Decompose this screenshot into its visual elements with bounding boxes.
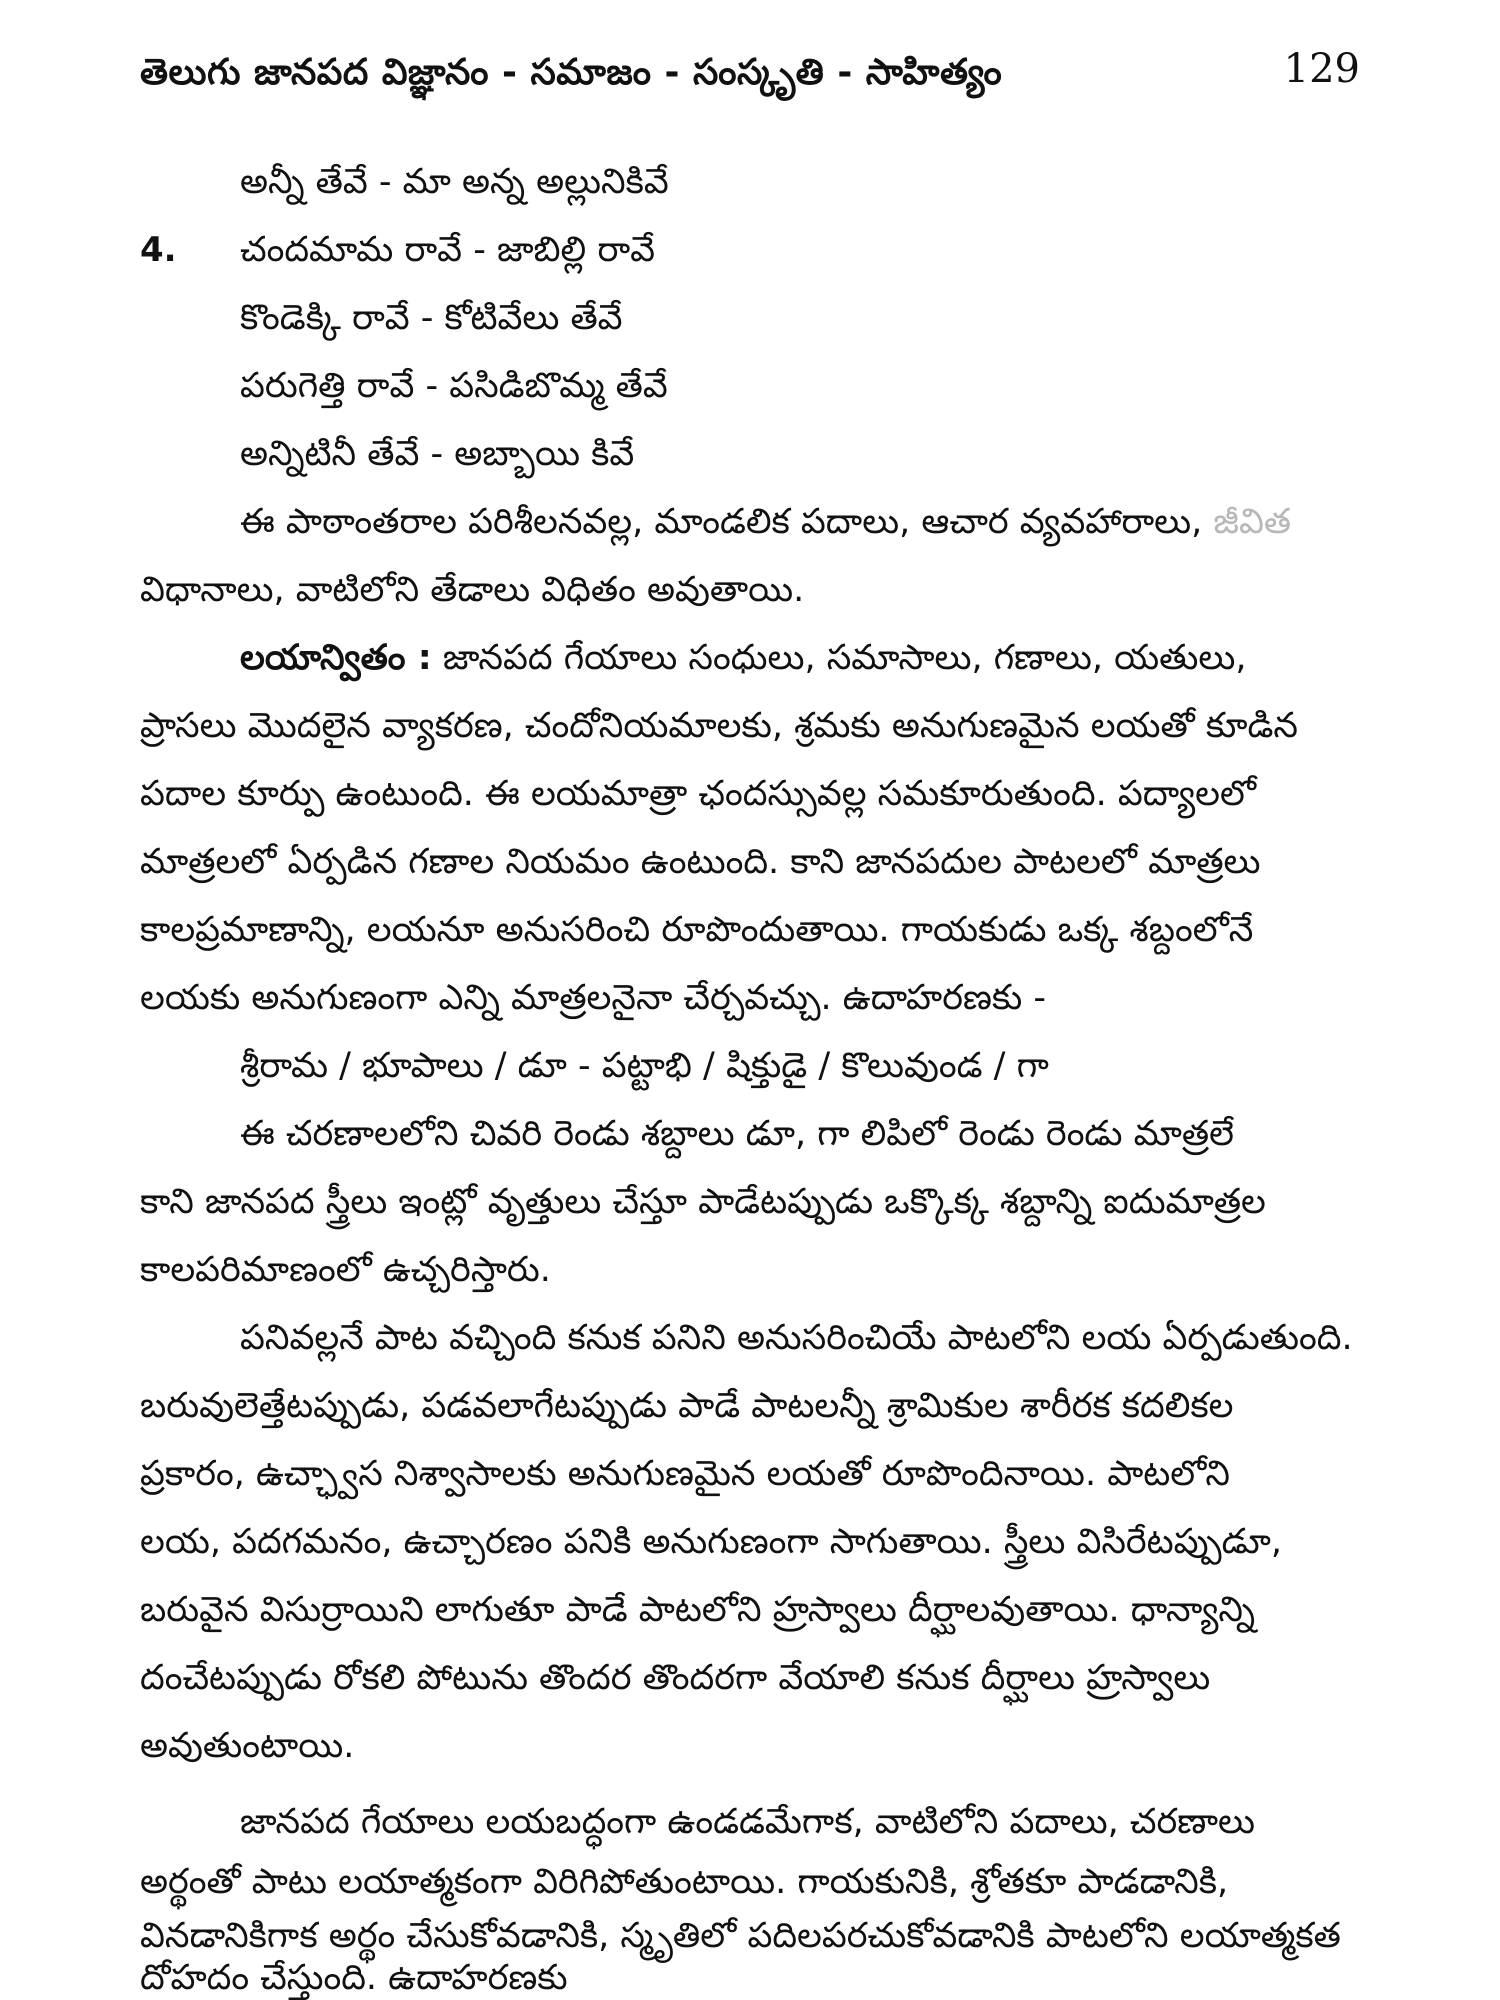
- verse-number: 4.: [140, 230, 177, 270]
- running-header: [140, 42, 1360, 112]
- paragraph-line: దోహదం చేస్తుంది. ఉదాహరణకు: [140, 1958, 568, 1998]
- paragraph-line: లయకు అనుగుణంగా ఎన్ని మాత్రలనైనా చేర్చవచ్చు. ఉదాహరణకు -: [140, 978, 1047, 1018]
- paragraph-text: ఈ పాఠాంతరాల పరిశీలనవల్ల, మాండలిక పదాలు, ఆచార వ్యవహారాలు,: [240, 502, 1203, 542]
- paragraph-line: బరువులెత్తేటప్పుడు, పడవలాగేటప్పుడు పాడే పాటలన్నీ శ్రామికుల శారీరక కదలికల: [140, 1386, 1234, 1426]
- paragraph-line: ఈ చరణాలలోని చివరి రెండు శబ్దాలు డూ, గా లిపిలో రెండు రెండు మాత్రలే: [240, 1114, 1234, 1154]
- paragraph-line: బరువైన విసుర్రాయిని లాగుతూ పాడే పాటలోని హ్రస్వాలు దీర్ఘాలవుతాయి. ధాన్యాన్ని: [140, 1590, 1255, 1630]
- page-number: 129: [1283, 46, 1360, 92]
- paragraph-line: విధానాలు, వాటిలోని తేడాలు విధితం అవుతాయి.: [140, 570, 805, 610]
- paragraph-line: అర్థంతో పాటు లయాత్మకంగా విరిగిపోతుంటాయి. గాయకునికి, శ్రోతకూ పాడడానికి,: [140, 1862, 1229, 1902]
- verse-line: కొండెక్కి రావే - కోటివేలు తేవే: [240, 298, 623, 338]
- example-line: శ్రీరామ / భూపాలు / డూ - పట్టాభి / షిక్తుడై / కొలువుండ / గా: [240, 1046, 1049, 1086]
- verse-line: చందమామ రావే - జాబిల్లి రావే: [240, 230, 656, 270]
- paragraph-line: కాని జానపద స్త్రీలు ఇంట్లో వృత్తులు చేస్తూ పాడేటప్పుడు ఒక్కొక్క శబ్దాన్ని ఐదుమాత్రల: [140, 1182, 1266, 1222]
- paragraph-line: పదాల కూర్పు ఉంటుంది. ఈ లయమాత్రా ఛందస్సువల్ల సమకూరుతుంది. పద్యాలలో: [140, 774, 1256, 814]
- paragraph-line: కాలప్రమాణాన్ని, లయనూ అనుసరించి రూపొందుతాయి. గాయకుడు ఒక్క శబ్దంలోనే: [140, 910, 1254, 950]
- paragraph-line: [240, 636, 1246, 680]
- running-header-title: తెలుగు జానపద విజ్ఞానం - సమాజం - సంస్కృతి - సాహిత్యం: [140, 52, 1003, 93]
- paragraph-text: జానపద గేయాలు సంధులు, సమాసాలు, గణాలు, యతులు,: [442, 638, 1247, 678]
- paragraph-line: కాలపరిమాణంలో ఉచ్చరిస్తారు.: [140, 1250, 551, 1290]
- paragraph-line: మాత్రలలో ఏర్పడిన గణాల నియమం ఉంటుంది. కాని జానపదుల పాటలలో మాత్రలు: [140, 842, 1261, 882]
- paragraph-line: ప్రాసలు మొదలైన వ్యాకరణ, చందోనియమాలకు, శ్రమకు అనుగుణమైన లయతో కూడిన: [140, 706, 1298, 746]
- paragraph-line: వినడానికిగాక అర్థం చేసుకోవడానికి, స్మృతిలో పదిలపరచుకోవడానికి పాటలోని లయాత్మకత: [140, 1916, 1341, 1956]
- paragraph-line: [240, 500, 1291, 544]
- verse-line: పరుగెత్తి రావే - పసిడిబొమ్మ తేవే: [240, 366, 668, 406]
- verse-line: అన్నిటినీ తేవే - అబ్బాయి కివే: [240, 434, 635, 474]
- paragraph-line: దంచేటప్పుడు రోకలి పోటును తొందర తొందరగా వేయాలి కనుక దీర్ఘాలు హ్రస్వాలు: [140, 1658, 1211, 1698]
- paragraph-line: లయ, పదగమనం, ఉచ్చారణం పనికి అనుగుణంగా సాగుతాయి. స్త్రీలు విసిరేటప్పుడూ,: [140, 1522, 1283, 1562]
- paragraph-line: జానపద గేయాలు లయబద్ధంగా ఉండడమేగాక, వాటిలోని పదాలు, చరణాలు: [240, 1802, 1255, 1842]
- verse-line: అన్నీ తేవే - మా అన్న అల్లునికివే: [240, 162, 669, 202]
- section-term: లయాన్వితం :: [240, 638, 432, 678]
- paragraph-line: ప్రకారం, ఉచ్ఛ్వాస నిశ్వాసాలకు అనుగుణమైన లయతో రూపొందినాయి. పాటలోని: [140, 1454, 1231, 1494]
- paragraph-line: పనివల్లనే పాట వచ్చింది కనుక పనిని అనుసరించియే పాటలోని లయ ఏర్పడుతుంది.: [240, 1318, 1353, 1358]
- faded-text: జీవిత: [1213, 502, 1292, 542]
- paragraph-line: అవుతుంటాయి.: [140, 1726, 355, 1766]
